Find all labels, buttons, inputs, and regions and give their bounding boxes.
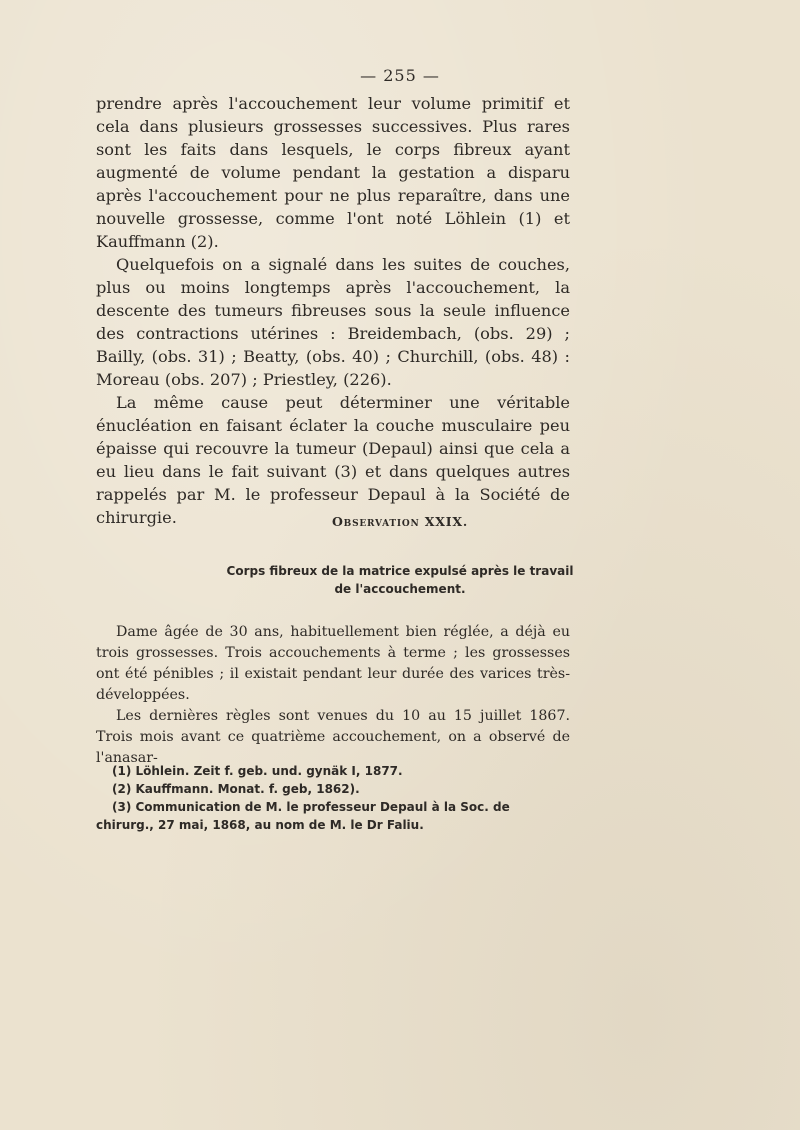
observation-title: Observation XXIX.: [331, 514, 468, 529]
observation-subtitle: [0, 562, 800, 598]
footnote-1: (1) Löhlein. Zeit f. geb. und. gynäk I, 1877.: [112, 764, 403, 778]
observation-paragraph-1: Dame âgée de 30 ans, habituellement bien réglée, a déjà eu trois grossesses. Trois accouchements à terme ; les grossesses ont été pénibles ; il existait pendant leur durée des varices très-développées.: [96, 624, 570, 703]
footnote-2: (2) Kauffmann. Monat. f. geb, 1862).: [112, 782, 360, 796]
paragraph-3: La même cause peut déterminer une véritable énucléation en faisant éclater la couche musculaire peu épaisse qui recouvre la tumeur (Depaul) ainsi que cela a eu lieu dans le fait suivant (3) et dans quelques autres rappelés par M. le professeur Depaul à la Société de chirurgie.: [96, 393, 570, 527]
page-number: — 255 —: [360, 66, 440, 85]
paragraph-2: Quelquefois on a signalé dans les suites de couches, plus ou moins longtemps après l'accouchement, la descente des tumeurs fibreuses sous la seule influence des contractions utérines : Breidembach, (obs. 29) ; Bailly, (obs. 31) ; Beatty, (obs. 40) ; Churchill, (obs. 48) : Moreau (obs. 207) ; Priestley, (226).: [96, 255, 570, 389]
observation-text: [96, 622, 570, 769]
main-text: [96, 92, 570, 529]
observation-subtitle-line-2: de l'accouchement.: [334, 582, 466, 596]
observation-subtitle-line-1: Corps fibreux de la matrice expulsé après le travail: [226, 564, 574, 578]
paragraph-1: prendre après l'accouchement leur volume primitif et cela dans plusieurs grossesses successives. Plus rares sont les faits dans lesquels, le corps fibreux ayant augmenté de volume pendant la gestation a disparu après l'accouchement pour ne plus reparaître, dans une nouvelle grossesse, comme l'ont noté Löhlein (1) et Kauffmann (2).: [96, 94, 570, 251]
footnotes: [96, 762, 570, 834]
footnote-3: (3) Communication de M. le professeur Depaul à la Soc. de chirurg., 27 mai, 1868, au nom de M. le Dr Faliu.: [96, 800, 510, 832]
observation-paragraph-2: Les dernières règles sont venues du 10 au 15 juillet 1867. Trois mois avant ce quatrième accouchement, on a observé de l'anasar-: [96, 708, 570, 766]
